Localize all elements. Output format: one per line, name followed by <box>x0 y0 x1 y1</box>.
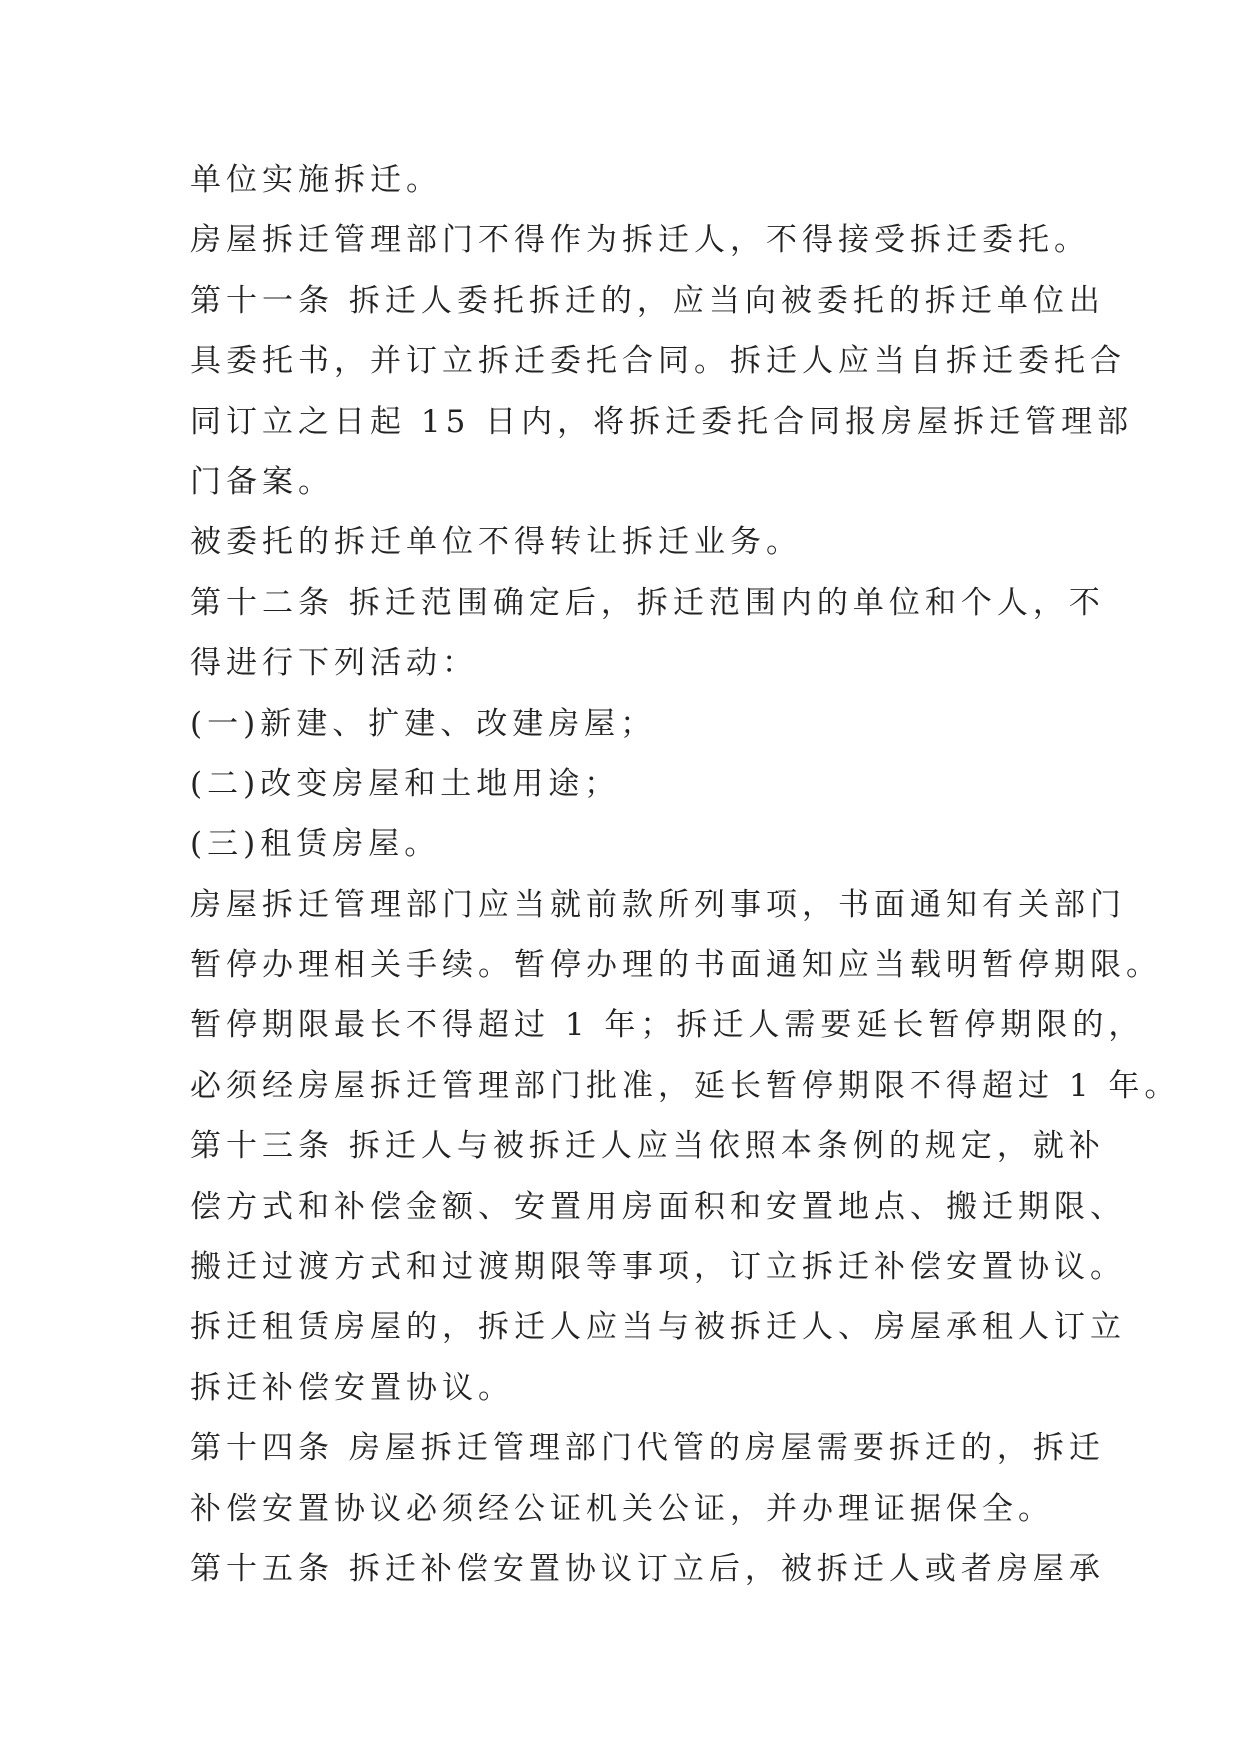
text-line: 房屋拆迁管理部门不得作为拆迁人，不得接受拆迁委托。 <box>190 222 1090 259</box>
text-line: 必须经房屋拆迁管理部门批准，延长暂停期限不得超过 1 年。 <box>190 1067 1181 1104</box>
text-line: 拆迁租赁房屋的，拆迁人应当与被拆迁人、房屋承租人订立 <box>190 1309 1126 1346</box>
text-line: 房屋拆迁管理部门应当就前款所列事项，书面通知有关部门 <box>190 886 1126 923</box>
text-line: 搬迁过渡方式和过渡期限等事项，订立拆迁补偿安置协议。 <box>190 1249 1126 1286</box>
text-line: 第十一条 拆迁人委托拆迁的，应当向被委托的拆迁单位出 <box>190 282 1105 319</box>
text-line: 具委托书，并订立拆迁委托合同。拆迁人应当自拆迁委托合 <box>190 343 1126 380</box>
text-line: 得进行下列活动： <box>190 645 478 682</box>
document-body <box>190 160 1181 1609</box>
text-line: 第十四条 房屋拆迁管理部门代管的房屋需要拆迁的，拆迁 <box>190 1430 1105 1467</box>
text-line: 第十三条 拆迁人与被拆迁人应当依照本条例的规定，就补 <box>190 1128 1105 1165</box>
text-line: 被委托的拆迁单位不得转让拆迁业务。 <box>190 524 802 561</box>
text-line: (二)改变房屋和土地用途； <box>190 765 621 802</box>
text-line: (一)新建、扩建、改建房屋； <box>190 705 657 742</box>
text-line: 同订立之日起 15 日内，将拆迁委托合同报房屋拆迁管理部 <box>190 403 1134 440</box>
text-line: 第十二条 拆迁范围确定后，拆迁范围内的单位和个人，不 <box>190 584 1105 621</box>
text-line: 暂停期限最长不得超过 1 年；拆迁人需要延长暂停期限的， <box>190 1007 1145 1044</box>
text-line: 拆迁补偿安置协议。 <box>190 1369 514 1406</box>
text-line: 单位实施拆迁。 <box>190 162 442 198</box>
text-line: 偿方式和补偿金额、安置用房面积和安置地点、搬迁期限、 <box>190 1188 1126 1225</box>
text-line: (三)租赁房屋。 <box>190 826 441 863</box>
text-line: 第十五条 拆迁补偿安置协议订立后，被拆迁人或者房屋承 <box>190 1550 1105 1587</box>
text-line: 暂停办理相关手续。暂停办理的书面通知应当载明暂停期限。 <box>190 947 1162 984</box>
text-line: 补偿安置协议必须经公证机关公证，并办理证据保全。 <box>190 1490 1054 1527</box>
text-line: 门备案。 <box>190 463 334 500</box>
